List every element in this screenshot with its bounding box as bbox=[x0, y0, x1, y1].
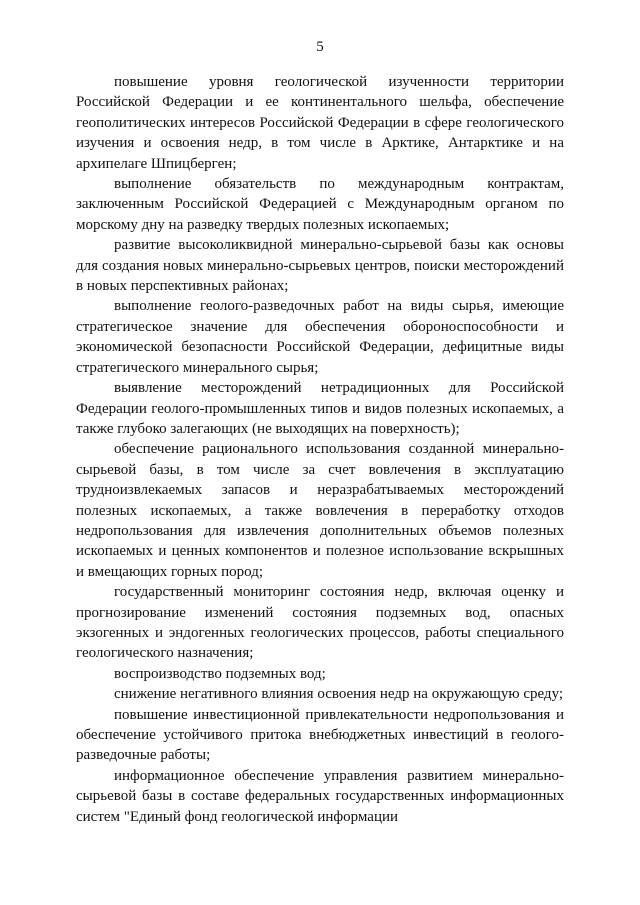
paragraph-11: информационное обеспечение управления развитием минерально-сырьевой базы в составе федеральных государственных информационных систем "Единый фонд геологической информации bbox=[76, 767, 564, 825]
paragraph-7: государственный мониторинг состояния недр, включая оценку и прогнозирование изменений состояния подземных вод, опасных экзогенных и эндогенных геологических процессов, работы специального геологического назначения; bbox=[76, 584, 564, 662]
paragraph-10: повышение инвестиционной привлекательности недропользования и обеспечение устойчивого притока внебюджетных инвестиций в геолого-разведочные работы; bbox=[76, 706, 564, 764]
paragraph-9: снижение негативного влияния освоения недр на окружающую среду; bbox=[114, 686, 564, 703]
paragraph-3: развитие высоколиквидной минерально-сырьевой базы как основы для создания новых минерально-сырьевых центров, поиски месторождений в новых перспективных районах; bbox=[76, 237, 564, 295]
paragraph-6: обеспечение рационального использования созданной минерально-сырьевой базы, в том числе за счет вовлечения в эксплуатацию трудноизвлекаемых запасов и неразрабатываемых месторождений полезных ископаемых, а также вовлечения в переработку отходов недропользования для извлечения дополнительных объемов полезных ископаемых и ценных компонентов и полезное использование вскрышных и вмещающих горных пород; bbox=[76, 441, 564, 580]
paragraph-5: выявление месторождений нетрадиционных для Российской Федерации геолого-промышленных типов и видов полезных ископаемых, а также глубоко залегающих (не выходящих на поверхность); bbox=[76, 380, 564, 437]
paragraph-8: воспроизводство подземных вод; bbox=[114, 665, 326, 682]
paragraph-2: выполнение обязательств по международным контрактам, заключенным Российской Федерацией с Международным органом по морскому дну на разведку твердых полезных ископаемых; bbox=[76, 176, 564, 233]
paragraph-4: выполнение геолого-разведочных работ на виды сырья, имеющие стратегическое значение для обеспечения обороноспособности и экономической безопасности Российской Федерации, дефицитные виды стратегического минерального сырья; bbox=[76, 298, 564, 376]
paragraph-1: повышение уровня геологической изученности территории Российской Федерации и ее континентального шельфа, обеспечение геополитических интересов Российской Федерации в сфере геологического изучения и освоения недр, в том числе в Арктике, Антарктике и на архипелаге Шпицберген; bbox=[76, 74, 564, 172]
document-body bbox=[76, 72, 564, 827]
page-number: 5 bbox=[316, 39, 324, 55]
